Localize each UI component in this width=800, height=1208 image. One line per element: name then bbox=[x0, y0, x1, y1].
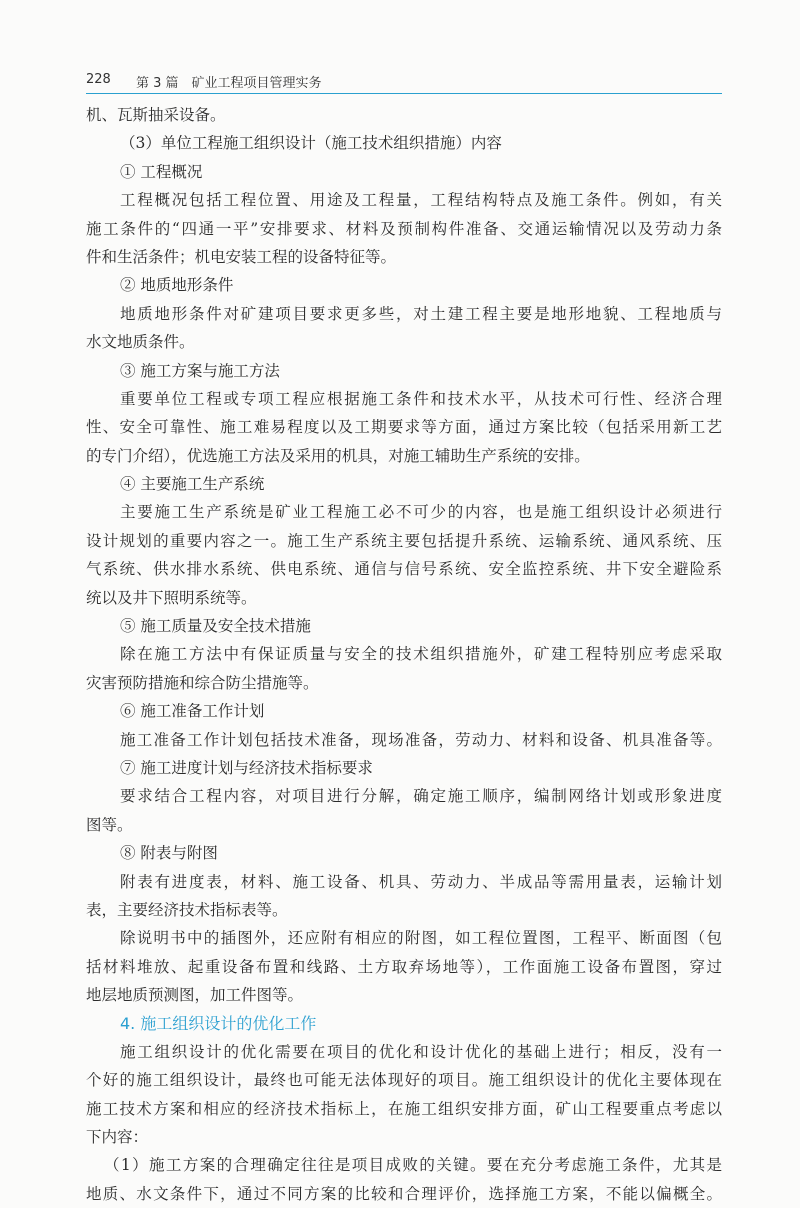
paragraph-start: 地质地形条件对矿建项目要求更多些，对土建工程主要是地形地貌、工程地质与 bbox=[120, 304, 722, 323]
text-line: 地层地质预测图，加工件图等。 bbox=[86, 986, 304, 1005]
text-line: 括材料堆放、起重设备布置和线路、土方取弃场地等），工作面施工设备布置图，穿过 bbox=[86, 957, 722, 976]
text-line: 个好的施工组织设计，最终也可能无法体现好的项目。施工组织设计的优化主要体现在 bbox=[86, 1071, 722, 1090]
text-line: 设计规划的重要内容之一。施工生产系统主要包括提升系统、运输系统、通风系统、压 bbox=[86, 531, 722, 550]
text-line: 件和生活条件；机电安装工程的设备特征等。 bbox=[86, 247, 397, 266]
section-heading: 4. 施工组织设计的优化工作 bbox=[120, 1013, 317, 1033]
text-line: 施工技术方案和相应的经济技术指标上，在施工组织安排方面，矿山工程要重点考虑以 bbox=[86, 1099, 722, 1118]
text-line: 下内容： bbox=[86, 1128, 149, 1147]
text-line: 地质、水文条件下，通过不同方案的比较和合理评价，选择施工方案，不能以偏概全。 bbox=[86, 1184, 722, 1203]
subheading: ⑧ 附表与附图 bbox=[120, 844, 218, 863]
subheading: ⑦ 施工进度计划与经济技术指标要求 bbox=[120, 758, 373, 777]
paragraph-start: 重要单位工程或专项工程应根据施工条件和技术水平，从技术可行性、经济合理 bbox=[120, 389, 722, 408]
paragraph-start: 施工准备工作计划包括技术准备，现场准备，劳动力、材料和设备、机具准备等。 bbox=[120, 730, 722, 749]
text-line: 统以及井下照明系统等。 bbox=[86, 588, 257, 607]
text-line: 表，主要经济技术指标表等。 bbox=[86, 900, 288, 919]
text-line: 灾害预防措施和综合防尘措施等。 bbox=[86, 673, 319, 692]
subheading: ④ 主要施工生产系统 bbox=[120, 475, 265, 494]
paragraph-start: 要求结合工程内容，对项目进行分解，确定施工顺序，编制网络计划或形象进度 bbox=[120, 787, 722, 806]
paragraph-start: 除说明书中的插图外，还应附有相应的附图，如工程位置图，工程平、断面图（包 bbox=[120, 929, 722, 948]
paragraph-start: 工程概况包括工程位置、用途及工程量，工程结构特点及施工条件。例如，有关 bbox=[120, 191, 722, 210]
text-line: 机、瓦斯抽采设备。 bbox=[86, 106, 226, 124]
paragraph-start: （1）施工方案的合理确定往往是项目成败的关键。要在充分考虑施工条件，尤其是 bbox=[104, 1156, 722, 1175]
running-header bbox=[86, 70, 722, 92]
paragraph-start: 施工组织设计的优化需要在项目的优化和设计优化的基础上进行；相反，没有一 bbox=[120, 1042, 722, 1061]
subheading: （3）单位工程施工组织设计（施工技术组织措施）内容 bbox=[120, 134, 502, 153]
paragraph-start: 主要施工生产系统是矿业工程施工必不可少的内容，也是施工组织设计必须进行 bbox=[120, 503, 722, 522]
chapter-title: 第 3 篇 矿业工程项目管理实务 bbox=[136, 76, 322, 91]
text-line: 气系统、供水排水系统、供电系统、通信与信号系统、安全监控系统、井下安全避险系 bbox=[86, 560, 722, 579]
subheading: ⑤ 施工质量及安全技术措施 bbox=[120, 617, 311, 636]
paragraph-start: 附表有进度表，材料、施工设备、机具、劳动力、半成品等需用量表，运输计划 bbox=[120, 872, 722, 891]
page-number: 228 bbox=[86, 72, 111, 87]
text-line: 图等。 bbox=[86, 815, 133, 834]
text-line: 施工条件的“四通一平”安排要求、材料及预制构件准备、交通运输情况以及劳动力条 bbox=[86, 219, 722, 238]
text-line: 水文地质条件。 bbox=[86, 333, 195, 352]
subheading: ② 地质地形条件 bbox=[120, 276, 234, 295]
subheading: ⑥ 施工准备工作计划 bbox=[120, 702, 265, 721]
body-text bbox=[86, 101, 722, 1208]
header-divider bbox=[86, 93, 722, 94]
subheading: ③ 施工方案与施工方法 bbox=[120, 361, 280, 380]
subheading: ① 工程概况 bbox=[120, 162, 203, 181]
paragraph-start: 除在施工方法中有保证质量与安全的技术组织措施外，矿建工程特别应考虑采取 bbox=[120, 645, 722, 664]
text-line: 性、安全可靠性、施工难易程度以及工期要求等方面，通过方案比较（包括采用新工艺 bbox=[86, 418, 722, 437]
text-line: 的专门介绍），优选施工方法及采用的机具，对施工辅助生产系统的安排。 bbox=[86, 446, 590, 465]
